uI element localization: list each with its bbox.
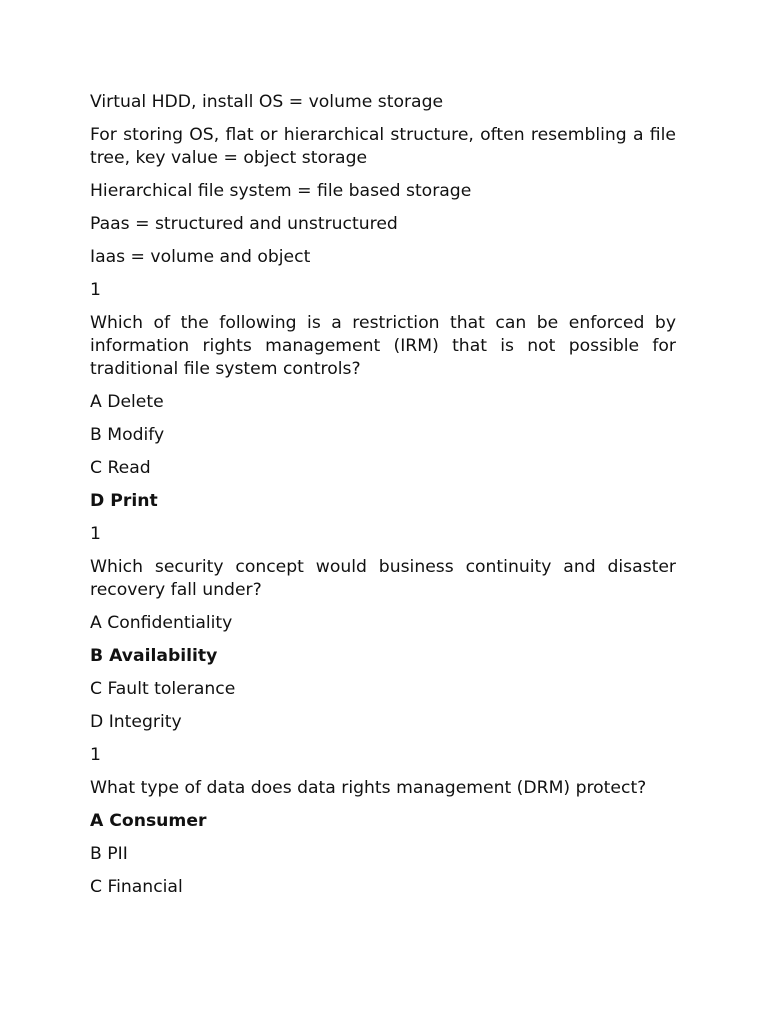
note-paas: Paas = structured and unstructured [90, 214, 398, 234]
note-iaas: Iaas = volume and object [90, 247, 311, 267]
correct-answer-option: D Print [90, 491, 158, 511]
document-body [90, 91, 676, 909]
answer-option: C Read [90, 458, 151, 478]
answer-option: A Delete [90, 392, 164, 412]
question-text: Which of the following is a restriction that can be enforced by information rights management (IRM) that is not possible for traditional file system controls? [90, 313, 676, 379]
answer-option: A Confidentiality [90, 613, 233, 633]
answer-option: C Fault tolerance [90, 679, 236, 699]
answer-option: C Financial [90, 877, 183, 897]
note-volume-storage: Virtual HDD, install OS = volume storage [90, 92, 444, 112]
question-number: 1 [90, 280, 101, 300]
question-text: Which security concept would business continuity and disaster recovery fall under? [90, 557, 676, 600]
note-object-storage: For storing OS, flat or hierarchical structure, often resembling a file tree, key value = object storage [90, 125, 676, 168]
answer-option: B PII [90, 844, 128, 864]
question-number: 1 [90, 524, 101, 544]
correct-answer-option: B Availability [90, 646, 218, 666]
note-file-storage: Hierarchical file system = file based storage [90, 181, 472, 201]
correct-answer-option: A Consumer [90, 811, 207, 831]
question-text: What type of data does data rights management (DRM) protect? [90, 778, 647, 798]
question-number: 1 [90, 745, 101, 765]
answer-option: D Integrity [90, 712, 182, 732]
answer-option: B Modify [90, 425, 165, 445]
